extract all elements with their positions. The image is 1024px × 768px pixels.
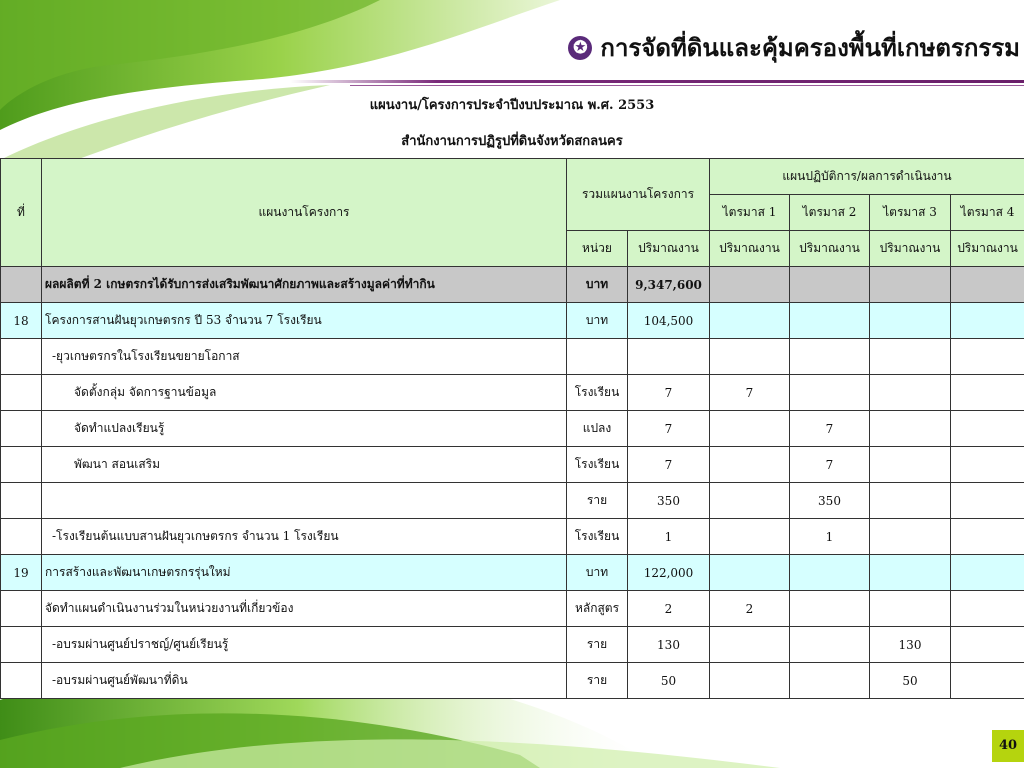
cell-q2	[790, 555, 870, 591]
cell-project: -อบรมผ่านศูนย์ปราชญ์/ศูนย์เรียนรู้	[42, 627, 567, 663]
cell-q3	[870, 447, 951, 483]
cell-qty: 9,347,600	[628, 267, 710, 303]
cell-q4	[951, 375, 1024, 411]
cell-q1: 2	[710, 591, 790, 627]
cell-unit: โรงเรียน	[567, 447, 628, 483]
table-row	[1, 375, 1024, 411]
cell-project: จัดตั้งกลุ่ม จัดการฐานข้อมูล	[42, 375, 567, 411]
cell-q3	[870, 303, 951, 339]
cell-no	[1, 267, 42, 303]
cell-no: 19	[1, 555, 42, 591]
table-row	[1, 483, 1024, 519]
cell-no	[1, 519, 42, 555]
header-q4: ไตรมาส 4	[951, 195, 1024, 231]
cell-qty: 50	[628, 663, 710, 699]
table-row-summary	[1, 267, 1024, 303]
cell-q4	[951, 411, 1024, 447]
cell-q2	[790, 339, 870, 375]
cell-qty: 1	[628, 519, 710, 555]
cell-q2	[790, 591, 870, 627]
header-project: แผนงานโครงการ	[42, 159, 567, 267]
cell-q3	[870, 519, 951, 555]
header-q1: ไตรมาส 1	[710, 195, 790, 231]
header-q3: ไตรมาส 3	[870, 195, 951, 231]
title-underline	[290, 80, 1024, 83]
cell-q3	[870, 339, 951, 375]
cell-project: -อบรมผ่านศูนย์พัฒนาที่ดิน	[42, 663, 567, 699]
cell-qty	[628, 339, 710, 375]
cell-q1	[710, 519, 790, 555]
cell-unit: ราย	[567, 663, 628, 699]
cell-qty: 104,500	[628, 303, 710, 339]
cell-no: 18	[1, 303, 42, 339]
cell-project: การสร้างและพัฒนาเกษตรกรรุ่นใหม่	[42, 555, 567, 591]
table-row	[1, 663, 1024, 699]
cell-q4	[951, 519, 1024, 555]
cell-unit: ราย	[567, 483, 628, 519]
cell-q4	[951, 555, 1024, 591]
cell-no	[1, 627, 42, 663]
page-number-badge: 40	[992, 730, 1024, 762]
cell-q1	[710, 447, 790, 483]
cell-no	[1, 411, 42, 447]
cell-q1	[710, 339, 790, 375]
cell-q1	[710, 555, 790, 591]
cell-q2	[790, 627, 870, 663]
cell-q4	[951, 483, 1024, 519]
cell-q4	[951, 591, 1024, 627]
header-no: ที่	[1, 159, 42, 267]
cell-qty: 2	[628, 591, 710, 627]
cell-q2	[790, 375, 870, 411]
cell-unit: หลักสูตร	[567, 591, 628, 627]
slide-title-text: การจัดที่ดินและคุ้มครองพื้นที่เกษตรกรรม	[600, 33, 1020, 62]
table-row	[1, 447, 1024, 483]
cell-q3	[870, 267, 951, 303]
cell-no	[1, 375, 42, 411]
header-qty-q2: ปริมาณงาน	[790, 231, 870, 267]
cell-q3	[870, 555, 951, 591]
table-row	[1, 519, 1024, 555]
title-underline-thin	[350, 85, 1024, 86]
header-qty-q3: ปริมาณงาน	[870, 231, 951, 267]
header-q2: ไตรมาส 2	[790, 195, 870, 231]
cell-project: จัดทำแปลงเรียนรู้	[42, 411, 567, 447]
cell-q4	[951, 267, 1024, 303]
cell-qty: 130	[628, 627, 710, 663]
cell-qty: 7	[628, 375, 710, 411]
cell-q1	[710, 483, 790, 519]
header-unit: หน่วย	[567, 231, 628, 267]
cell-q3	[870, 591, 951, 627]
table-row-project	[1, 303, 1024, 339]
cell-q1: 7	[710, 375, 790, 411]
cell-unit: โรงเรียน	[567, 375, 628, 411]
cell-no	[1, 447, 42, 483]
header-total: รวมแผนงานโครงการ	[567, 159, 710, 231]
cell-q3: 50	[870, 663, 951, 699]
cell-q3	[870, 483, 951, 519]
cell-q2	[790, 663, 870, 699]
cell-unit: บาท	[567, 267, 628, 303]
cell-unit: บาท	[567, 555, 628, 591]
slide-title	[500, 28, 1020, 68]
cell-q2	[790, 267, 870, 303]
cell-q4	[951, 339, 1024, 375]
cell-no	[1, 663, 42, 699]
cell-q3: 130	[870, 627, 951, 663]
cell-project: จัดทำแผนดำเนินงานร่วมในหน่วยงานที่เกี่ยวข้อง	[42, 591, 567, 627]
cell-qty: 7	[628, 411, 710, 447]
header-qty: ปริมาณงาน	[628, 231, 710, 267]
cell-q4	[951, 303, 1024, 339]
cell-q1	[710, 267, 790, 303]
cell-q2: 350	[790, 483, 870, 519]
cell-unit: ราย	[567, 627, 628, 663]
cell-project	[42, 483, 567, 519]
cell-no	[1, 339, 42, 375]
cell-q4	[951, 447, 1024, 483]
cell-q2	[790, 303, 870, 339]
header-plan: แผนปฏิบัติการ/ผลการดำเนินงาน	[710, 159, 1024, 195]
cell-qty: 122,000	[628, 555, 710, 591]
cell-project: -ยุวเกษตรกรในโรงเรียนขยายโอกาส	[42, 339, 567, 375]
cell-unit: โรงเรียน	[567, 519, 628, 555]
cell-qty: 350	[628, 483, 710, 519]
table-row-project	[1, 555, 1024, 591]
project-plan-table	[0, 158, 1024, 699]
table-row	[1, 627, 1024, 663]
cell-q2: 1	[790, 519, 870, 555]
cell-q1	[710, 303, 790, 339]
table-row	[1, 339, 1024, 375]
table-row	[1, 411, 1024, 447]
cell-project: ผลผลิตที่ 2 เกษตรกรได้รับการส่งเสริมพัฒนาศักยภาพและสร้างมูลค่าที่ทำกิน	[42, 267, 567, 303]
table-row	[1, 591, 1024, 627]
cell-q3	[870, 411, 951, 447]
cell-q1	[710, 627, 790, 663]
cell-project: โครงการสานฝันยุวเกษตรกร ปี 53 จำนวน 7 โรงเรียน	[42, 303, 567, 339]
cell-unit	[567, 339, 628, 375]
header-qty-q4: ปริมาณงาน	[951, 231, 1024, 267]
cell-no	[1, 483, 42, 519]
cell-unit: แปลง	[567, 411, 628, 447]
cell-q4	[951, 627, 1024, 663]
cell-q2: 7	[790, 411, 870, 447]
cell-qty: 7	[628, 447, 710, 483]
cell-project: -โรงเรียนต้นแบบสานฝันยุวเกษตรกร จำนวน 1 โรงเรียน	[42, 519, 567, 555]
table-caption-fiscal-year: แผนงาน/โครงการประจำปีงบประมาณ พ.ศ. 2553	[369, 98, 655, 113]
cell-no	[1, 591, 42, 627]
table-caption-office: สำนักงานการปฏิรูปที่ดินจังหวัดสกลนคร	[401, 134, 623, 149]
header-qty-q1: ปริมาณงาน	[710, 231, 790, 267]
cell-q4	[951, 663, 1024, 699]
cell-q2: 7	[790, 447, 870, 483]
cell-unit: บาท	[567, 303, 628, 339]
cell-q3	[870, 375, 951, 411]
cell-project: พัฒนา สอนเสริม	[42, 447, 567, 483]
cell-q1	[710, 663, 790, 699]
star-bullet-icon: ✪	[568, 36, 592, 60]
cell-q1	[710, 411, 790, 447]
